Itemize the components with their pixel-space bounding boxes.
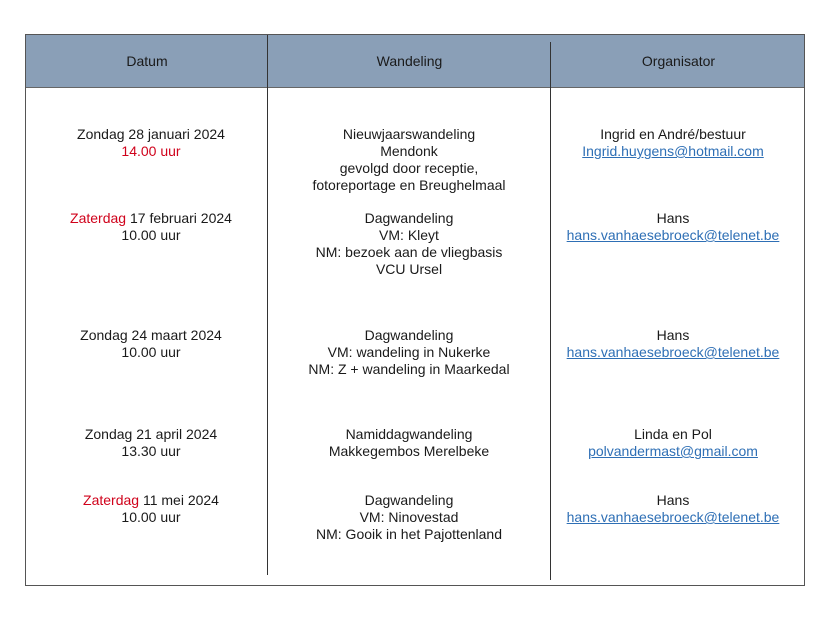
walk-line: NM: Gooik in het Pajottenland: [316, 526, 502, 542]
start-time: 13.30 uur: [121, 443, 181, 459]
organizer-name: Hans: [656, 210, 690, 226]
organizer-email-link[interactable]: hans.vanhaesebroeck@telenet.be: [566, 227, 780, 243]
organizer-cell: [551, 126, 795, 160]
start-time: 14.00 uur: [121, 143, 181, 159]
date-cell: [26, 426, 276, 460]
walk-line: Dagwandeling: [364, 492, 454, 508]
organizer-email-link[interactable]: polvandermast@gmail.com: [588, 443, 758, 459]
organizer-name: Ingrid en André/bestuur: [600, 126, 746, 142]
organizer-email-link[interactable]: Ingrid.huygens@hotmail.com: [582, 143, 764, 159]
start-time: 10.00 uur: [121, 227, 181, 243]
walk-line: Nieuwjaarswandeling: [342, 126, 476, 142]
header-organizer: Organisator: [641, 53, 716, 69]
walk-cell: [268, 492, 550, 543]
walk-line: NM: Z + wandeling in Maarkedal: [308, 361, 510, 377]
walk-line: NM: bezoek aan de vliegbasis: [315, 244, 503, 260]
walk-line: Dagwandeling: [364, 210, 454, 226]
walk-line: VM: Kleyt: [379, 227, 439, 243]
date-line: [26, 426, 276, 443]
weekday: Zondag: [84, 426, 133, 442]
organizer-email-link[interactable]: hans.vanhaesebroeck@telenet.be: [566, 509, 780, 525]
start-time: 10.00 uur: [121, 509, 181, 525]
walk-line: gevolgd door receptie,: [339, 160, 479, 176]
organizer-cell: [551, 327, 795, 361]
walk-line: Mendonk: [380, 143, 438, 159]
walk-line: Makkegembos Merelbeke: [328, 443, 490, 459]
walk-cell: [268, 126, 550, 194]
start-time: 10.00 uur: [121, 344, 181, 360]
organizer-cell: [551, 426, 795, 460]
organizer-cell: [551, 492, 795, 526]
date-text: 21 april 2024: [132, 426, 218, 442]
date-cell: [26, 210, 276, 244]
walk-cell: [268, 426, 550, 460]
date-cell: [26, 126, 276, 160]
weekday: Zondag: [80, 327, 128, 343]
organizer-cell: [551, 210, 795, 244]
organizer-name: Hans: [656, 327, 690, 343]
date-line: [26, 126, 276, 143]
walk-line: fotoreportage en Breughelmaal: [312, 177, 506, 193]
date-line: [26, 492, 276, 509]
walk-line: Namiddagwandeling: [345, 426, 473, 442]
date-cell: [26, 327, 276, 361]
walk-line: VM: Ninovestad: [359, 509, 459, 525]
walk-line: VCU Ursel: [375, 261, 443, 277]
header-walk: Wandeling: [376, 53, 443, 69]
date-text: 11 mei 2024: [139, 492, 219, 508]
date-line: [26, 327, 276, 344]
date-line: [26, 210, 276, 227]
date-text: 28 januari 2024: [124, 126, 225, 142]
header-date: Datum: [126, 53, 168, 69]
weekday: Zaterdag: [83, 492, 140, 508]
date-text: 17 februari 2024: [126, 210, 232, 226]
organizer-name: Hans: [656, 492, 690, 508]
date-text: 24 maart 2024: [127, 327, 222, 343]
walk-line: Dagwandeling: [364, 327, 454, 343]
organizer-name: Linda en Pol: [634, 426, 712, 442]
walk-cell: [268, 210, 550, 278]
walk-cell: [268, 327, 550, 378]
date-cell: [26, 492, 276, 526]
organizer-email-link[interactable]: hans.vanhaesebroeck@telenet.be: [566, 344, 780, 360]
table-header: [26, 35, 804, 88]
weekday: Zondag: [77, 126, 125, 142]
walk-line: VM: wandeling in Nukerke: [327, 344, 491, 360]
weekday: Zaterdag: [70, 210, 127, 226]
